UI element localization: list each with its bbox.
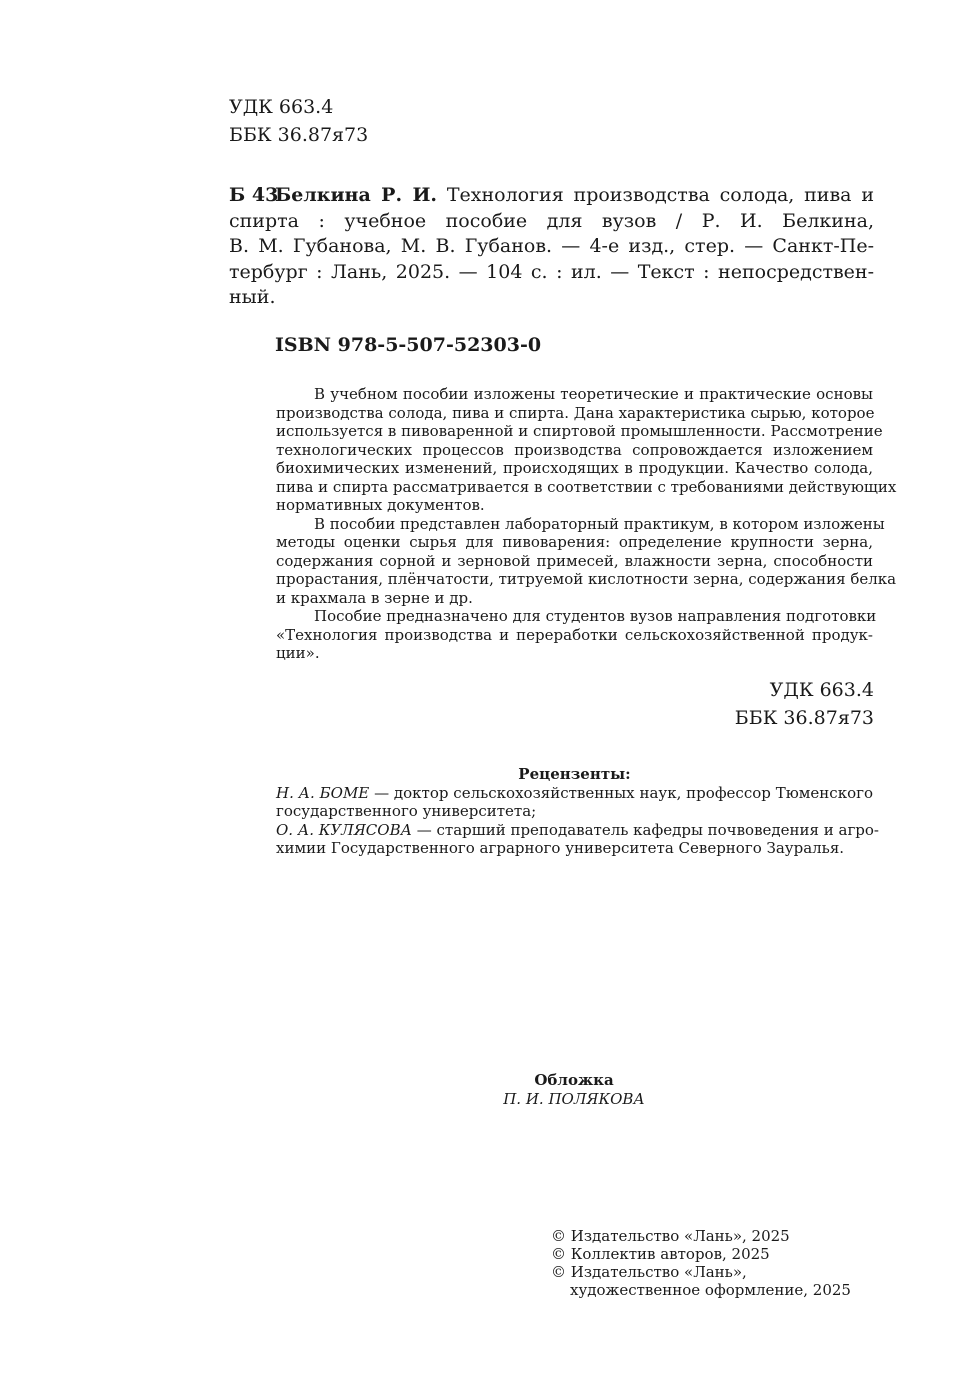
reviewer-1-affiliation: государственного университета; [276, 802, 537, 820]
entry-line: тербург : Лань, 2025. — 104 с. : ил. — Текст : непосредствен- [229, 260, 874, 283]
abstract-line: биохимических изменений, происходящих в продукции. Качество солода, [276, 459, 873, 477]
copyright-line: художественное оформление, 2025 [570, 1281, 851, 1299]
entry-title-line: Технология производства солода, пива и [446, 184, 874, 206]
copyright-line: © Издательство «Лань», [551, 1263, 747, 1281]
author-mark: Б 43 [229, 184, 279, 206]
classification-block-bottom [735, 676, 874, 732]
entry-line: ный. [229, 286, 276, 308]
reviewer-name: Н. А. БОМЕ [276, 783, 370, 802]
abstract-line: методы оценки сырья для пивоварения: определение крупности зерна, [276, 533, 873, 551]
reviewer-2: О. А. КУЛЯСОВА — старший преподаватель кафедры почвоведения и агро- [276, 820, 879, 839]
bbk-code: ББК 36.87я73 [229, 124, 369, 146]
cover-artist: П. И. ПОЛЯКОВА [503, 1089, 645, 1108]
copyright-line: © Коллектив авторов, 2025 [551, 1245, 770, 1263]
cover-credit [476, 1071, 672, 1108]
entry-line: В. М. Губанова, М. В. Губанов. — 4-е изд., стер. — Санкт-Пе- [229, 235, 874, 257]
abstract-line: и крахмала в зерне и др. [276, 588, 473, 607]
abstract-line: пива и спирта рассматривается в соответствии с требованиями действующих [276, 477, 897, 496]
bbk-code: ББК 36.87я73 [734, 707, 874, 729]
abstract-line: содержания сорной и зерновой примесей, влажности зерна, способности [276, 551, 873, 570]
abstract-line: используется в пивоваренной и спиртовой промышленности. Рассмотрение [276, 422, 883, 440]
abstract-line: ции». [276, 644, 320, 662]
abstract-line: «Технология производства и переработки сельскохозяйственной продук- [276, 625, 873, 644]
udk-code: УДК 663.4 [229, 96, 334, 118]
reviewers [276, 765, 879, 858]
abstract-line: технологических процессов производства сопровождается изложением [276, 440, 873, 459]
classification-block-top [229, 93, 368, 149]
abstract-line: нормативных документов. [276, 496, 485, 514]
isbn: ISBN 978-5-507-52303-0 [275, 334, 542, 356]
reviewer-1: Н. А. БОМЕ — доктор сельскохозяйственных наук, профессор Тюменского [276, 783, 873, 802]
abstract [276, 385, 897, 663]
entry-author: Белкина Р. И. [275, 184, 438, 206]
entry-first-line [275, 183, 874, 209]
abstract-line: В учебном пособии изложены теоретические и практические основы [314, 385, 873, 403]
abstract-line: производства солода, пива и спирта. Дана характеристика сырью, которое [276, 403, 875, 422]
abstract-line: Пособие предназначено для студентов вузов направления подготовки [314, 607, 877, 625]
entry-continuation [229, 209, 874, 311]
abstract-line: В пособии представлен лабораторный практикум, в котором изложены [314, 514, 885, 533]
entry-line: спирта : учебное пособие для вузов / Р. И. Белкина, [229, 209, 874, 232]
reviewer-2-affiliation: химии Государственного аграрного университета Северного Зауралья. [276, 839, 845, 857]
reviewer-name: О. А. КУЛЯСОВА [276, 820, 412, 839]
reviewers-title: Рецензенты: [518, 765, 631, 783]
cover-title: Обложка [534, 1071, 614, 1089]
copyright-line: © Издательство «Лань», 2025 [551, 1227, 790, 1245]
copyright-block [551, 1227, 851, 1299]
udk-code: УДК 663.4 [769, 679, 874, 701]
abstract-line: прорастания, плёнчатости, титруемой кислотности зерна, содержания белка [276, 570, 897, 588]
